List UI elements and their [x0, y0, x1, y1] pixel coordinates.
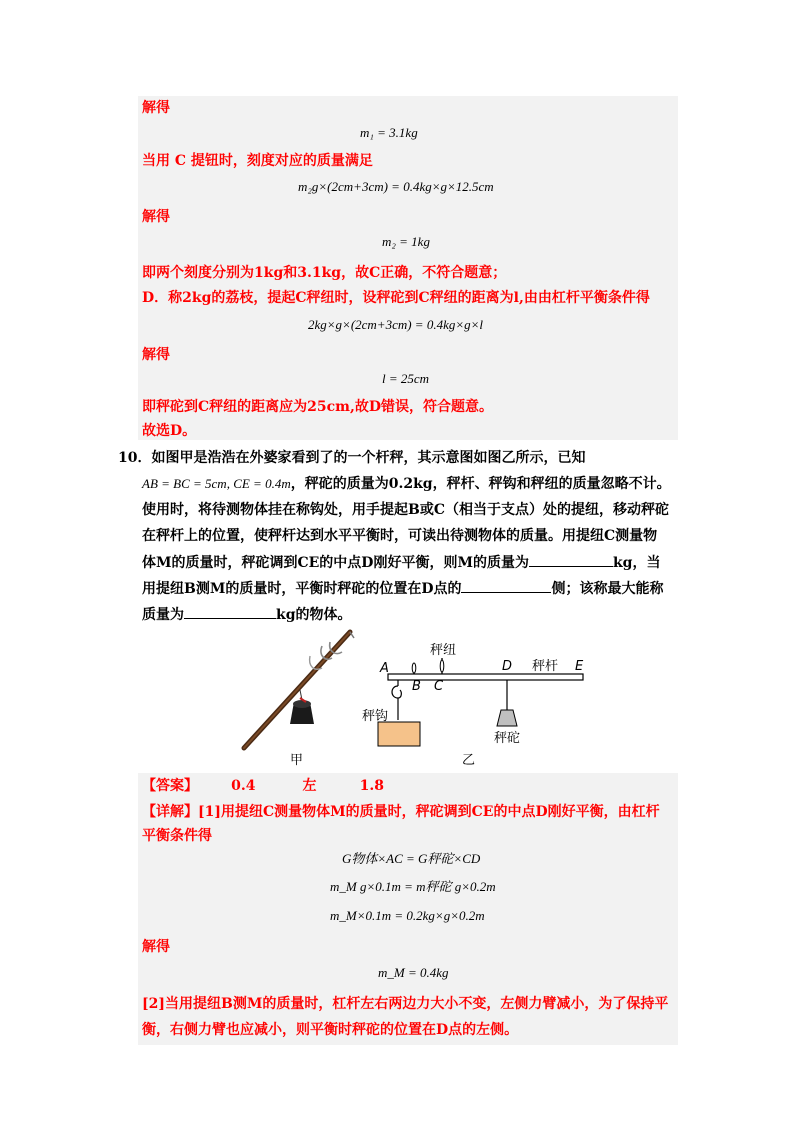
formula: m₂g×(2cm+3cm) = 0.4kg×g×12.5cm	[298, 179, 494, 194]
formula: m₂ = 1kg	[382, 234, 430, 249]
question-text: 用提纽B测M的质量时，平衡时秤砣的位置在D点的 侧；该称最大能称	[142, 578, 663, 599]
question-text: 10．如图甲是浩浩在外婆家看到了的一个杆秤，其示意图如图乙所示，已知	[118, 450, 586, 466]
given-formula: AB = BC = 5cm, CE = 0.4m	[142, 476, 291, 491]
detail-text: [2]当用提纽B测M的质量时，杠杆左右两边力大小不变，左侧力臂减小，为了保持平	[142, 996, 669, 1012]
answer-blank-1[interactable]	[529, 552, 613, 567]
formula: m_M g×0.1m = m秤砣 g×0.2m	[330, 879, 496, 894]
answer-2: 左	[302, 778, 317, 794]
label-yi: 乙	[462, 753, 476, 768]
detail-line: 【详解】[1]用提纽C测量物体M的质量时，秤砣调到CE的中点D刚好平衡，由杠杆	[142, 804, 660, 820]
label-cheng-niu: 秤纽	[430, 643, 457, 658]
label-jia: 甲	[290, 753, 304, 768]
formula: m_M = 0.4kg	[378, 965, 449, 980]
solution-text: 即两个刻度分别为1kg和3.1kg，故C正确，不符合题意；	[142, 265, 507, 281]
answer-blank-3[interactable]	[184, 604, 276, 619]
solution-text: 故选D。	[142, 423, 197, 439]
detail-text: 解得	[142, 939, 170, 955]
solution-text: D．称2kg的荔枝，提起C秤纽时，设秤砣到C秤纽的距离为l,由由杠杆平衡条件得	[142, 290, 650, 306]
label-E: E	[575, 659, 584, 674]
steelyard-photo	[244, 632, 354, 748]
formula: m₁ = 3.1kg	[360, 125, 418, 140]
answer-blank-2[interactable]	[461, 578, 551, 593]
answer-1: 0.4	[231, 778, 256, 794]
label-A: A	[380, 661, 389, 676]
formula: l = 25cm	[382, 371, 430, 386]
question-text: 体M的质量时，秤砣调到CE的中点D刚好平衡，则M的质量为 kg，当	[142, 552, 660, 573]
formula: m_M×0.1m = 0.2kg×g×0.2m	[330, 908, 485, 923]
detail-label: 【详解】	[142, 804, 198, 820]
answer-line	[142, 775, 384, 796]
label-cheng-tuo: 秤砣	[494, 731, 521, 746]
answer-label: 【答案】	[142, 778, 198, 794]
solution-text: 解得	[142, 347, 170, 363]
label-cheng-gou: 秤钩	[362, 709, 389, 724]
formula: 2kg×g×(2cm+3cm) = 0.4kg×g×l	[308, 317, 484, 332]
question-number: 10．	[118, 450, 152, 466]
question-text: 使用时，将待测物体挂在称钩处，用手提起B或C（相当于支点）处的提纽，移动秤砣	[142, 502, 669, 518]
solution-text: 解得	[142, 209, 170, 225]
label-cheng-gan: 秤杆	[532, 659, 559, 674]
label-B: B	[412, 679, 421, 694]
solution-text: 即秤砣到C秤纽的距离应为25cm,故D错误，符合题意。	[142, 399, 493, 415]
detail-text: 平衡条件得	[142, 828, 212, 844]
label-C: C	[434, 679, 444, 694]
solution-text: 解得	[142, 100, 170, 116]
label-D: D	[502, 659, 513, 674]
answer-3: 1.8	[359, 778, 384, 794]
question-text: 质量为 kg的物体。	[142, 604, 352, 625]
detail-text: 衡，右侧力臂也应减小，则平衡时秤砣的位置在D点的左侧。	[142, 1022, 519, 1038]
steelyard-figure	[230, 628, 630, 768]
question-text: 在秤杆上的位置，使秤杆达到水平平衡时，可读出待测物体的质量。用提纽C测量物	[142, 528, 658, 544]
solution-text: 当用 C 提钮时，刻度对应的质量满足	[142, 153, 373, 169]
question-text: AB = BC = 5cm, CE = 0.4m，秤砣的质量为0.2kg，秤杆、秤钩和秤纽的质量忽略不计。	[142, 476, 671, 492]
formula: G物体×AC = G秤砣×CD	[342, 851, 481, 866]
